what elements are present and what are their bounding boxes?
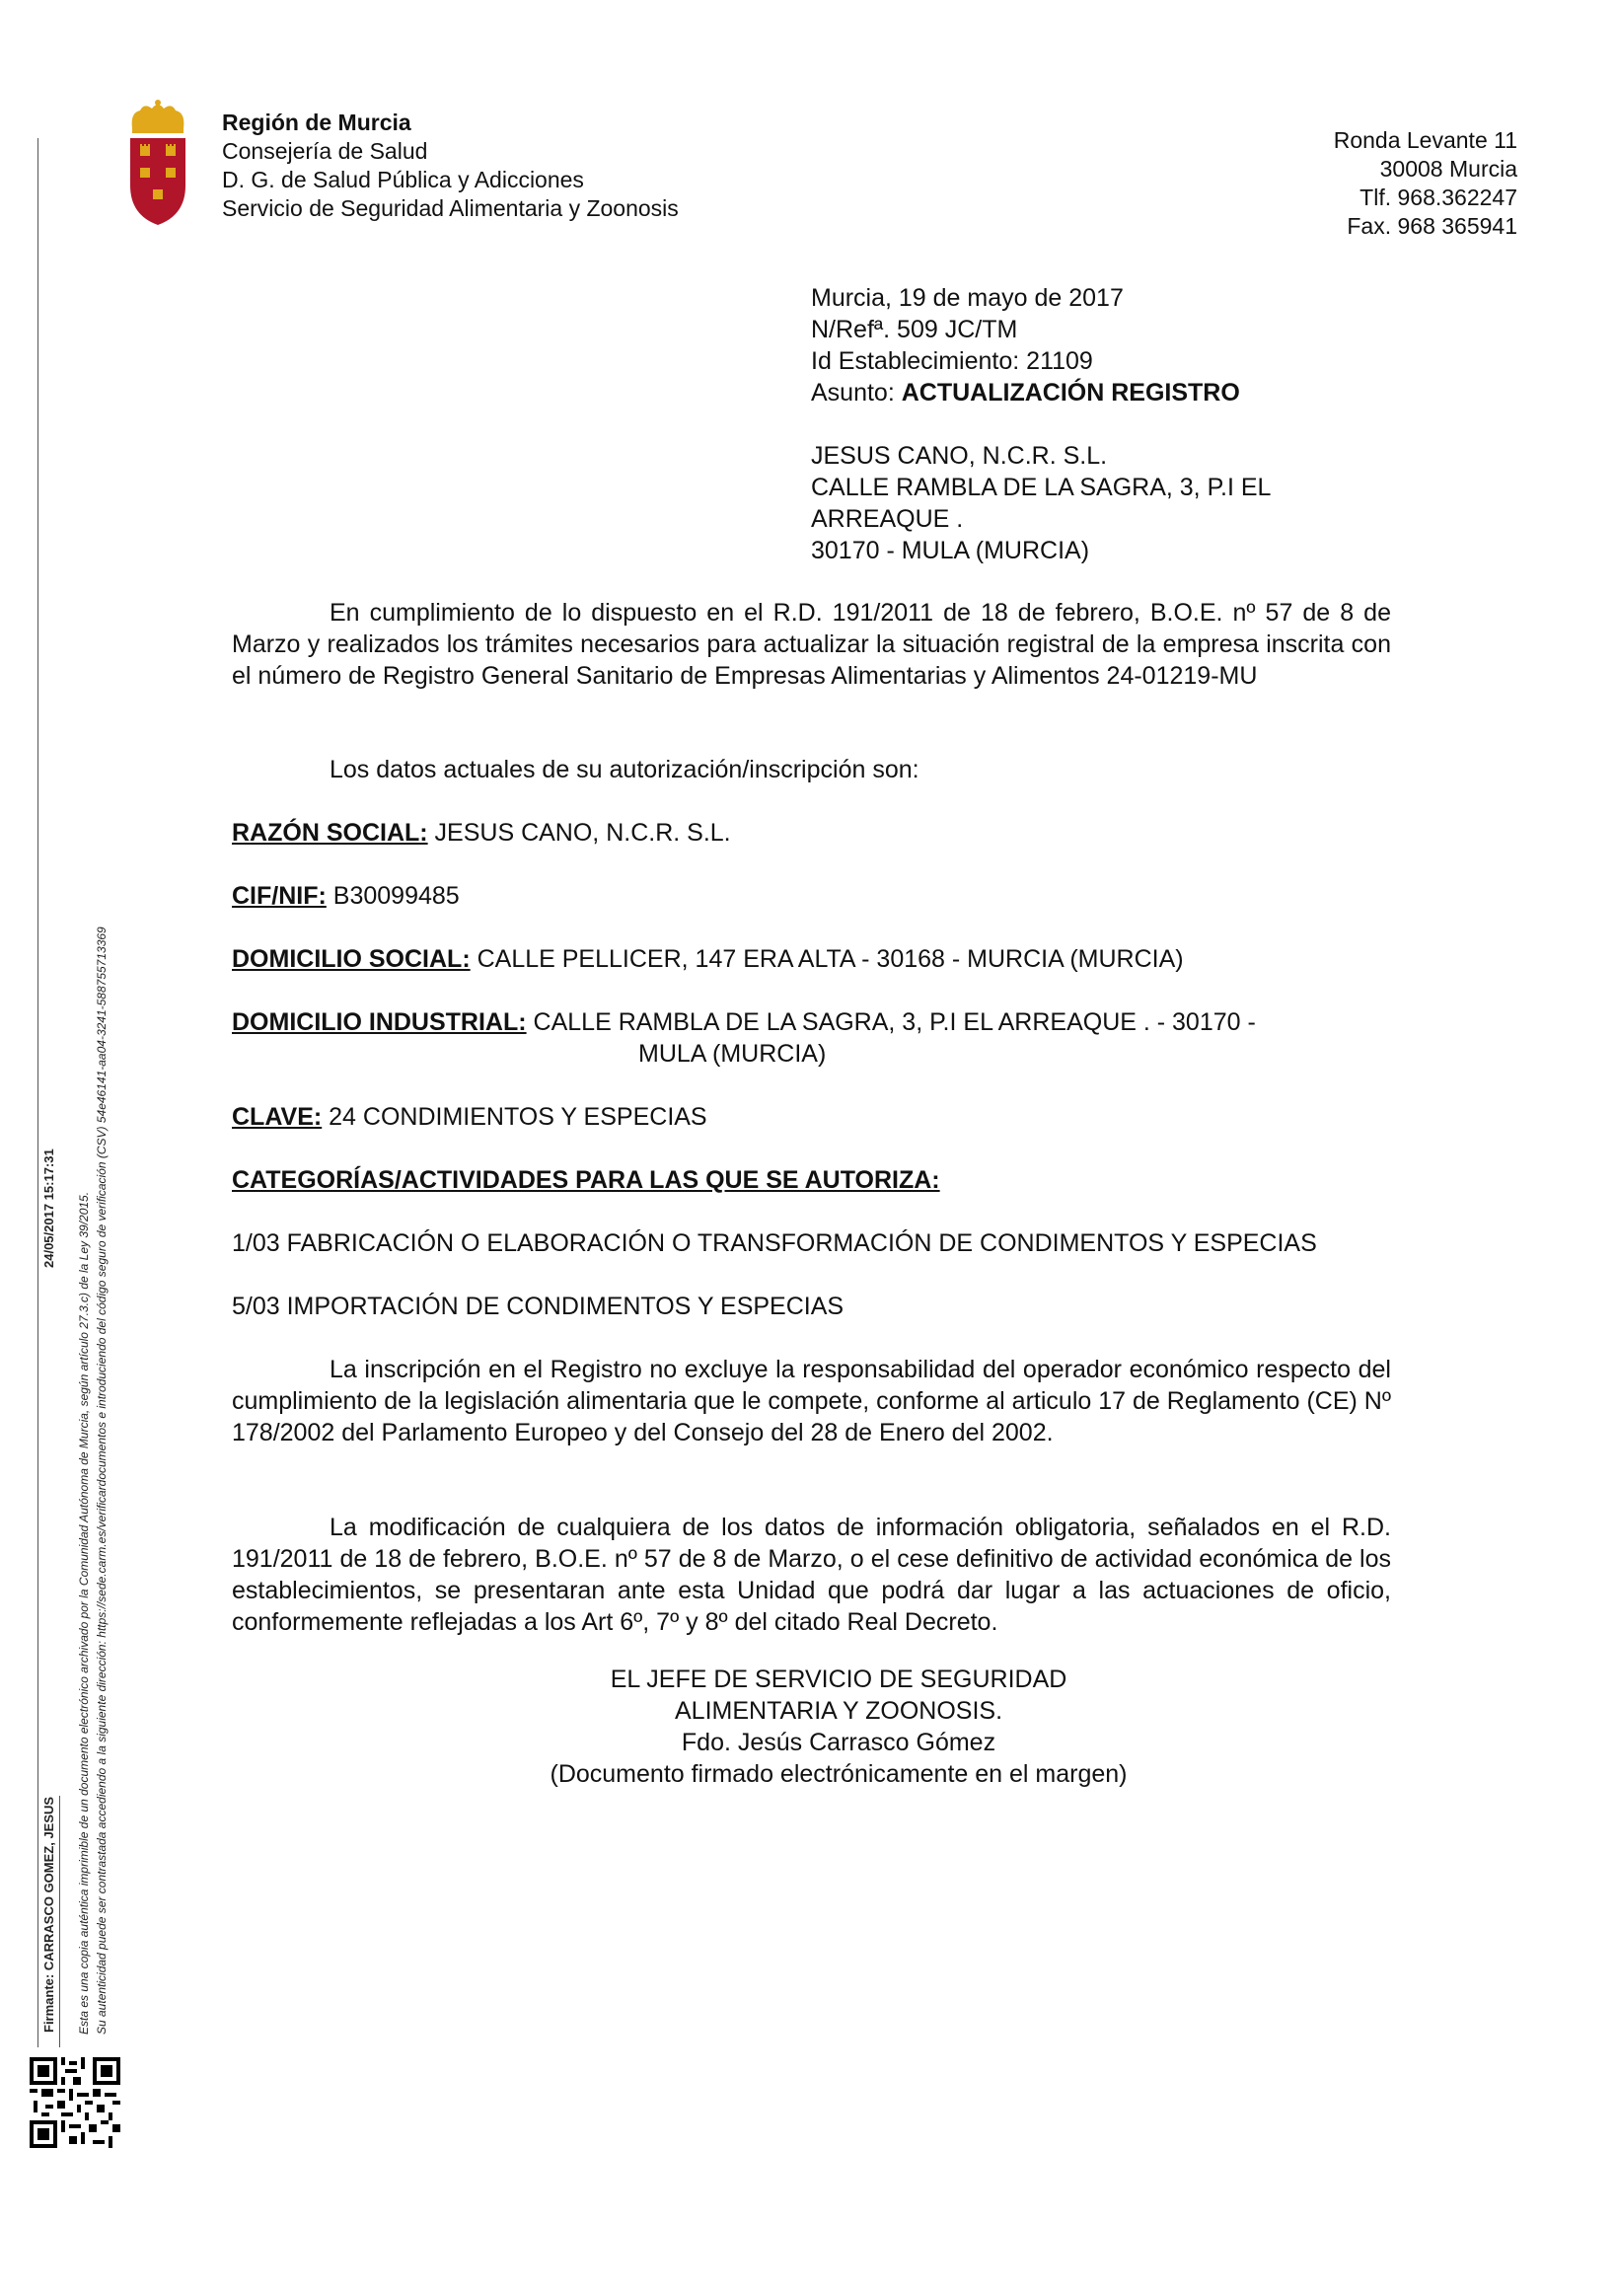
- establishment-id: Id Establecimiento: 21109: [811, 347, 1093, 375]
- domicilio-social-row: [232, 943, 1391, 975]
- margin-signer: Firmante: CARRASCO GOMEZ, JESUS: [41, 1796, 56, 2033]
- activity-item: 5/03 IMPORTACIÓN DE CONDIMENTOS Y ESPECIAS: [232, 1293, 845, 1320]
- recipient-block: [811, 440, 1363, 566]
- reference-block: [811, 282, 1240, 408]
- margin-legal-line-2: Su autenticidad puede ser contrastada accediendo a la siguiente dirección: https://sede.carm.es/verificardocumentos e introduciendo del código seguro de verificación (CSV) 54e46141-aa04-3241-588755713369: [95, 926, 109, 2035]
- org-line: Consejería de Salud: [222, 138, 428, 164]
- crown: [132, 100, 184, 133]
- razon-social-row: [232, 817, 1391, 849]
- razon-social-value: JESUS CANO, N.C.R. S.L.: [427, 819, 731, 847]
- office-address: [1334, 126, 1517, 241]
- activity-item: 1/03 FABRICACIÓN O ELABORACIÓN O TRANSFORMACIÓN DE CONDIMENTOS Y ESPECIAS: [232, 1229, 1317, 1257]
- signature-line: ALIMENTARIA Y ZOONOSIS.: [674, 1697, 1003, 1725]
- domicilio-industrial-label: DOMICILIO INDUSTRIAL:: [232, 1008, 527, 1036]
- address-line: Ronda Levante 11: [1333, 127, 1517, 153]
- region-murcia-crest-icon: [126, 99, 189, 227]
- margin-timestamp: 24/05/2017 15:17:31: [41, 1148, 56, 1268]
- margin-legal-line-1: Esta es una copia auténtica imprimible de un documento electrónico archivado por la Comunidad Autónoma de Murcia, según artículo 27.3.c) de la Ley 39/2015.: [77, 1191, 91, 2035]
- razon-social-label: RAZÓN SOCIAL:: [232, 819, 428, 847]
- subject-label: Asunto:: [811, 379, 895, 407]
- org-header: [222, 109, 679, 223]
- subject-line: [811, 377, 1240, 408]
- domicilio-industrial-value-cont: MULA (MURCIA): [638, 1040, 827, 1068]
- domicilio-industrial-value: CALLE RAMBLA DE LA SAGRA, 3, P.I EL ARREAQUE . - 30170 -: [526, 1008, 1256, 1036]
- reference-number: N/Refª. 509 JC/TM: [811, 316, 1018, 343]
- address-line: 30008 Murcia: [1379, 156, 1517, 182]
- domicilio-industrial-row: [232, 1006, 1391, 1070]
- clave-row: [232, 1101, 1391, 1133]
- signature-line: EL JEFE DE SERVICIO DE SEGURIDAD: [610, 1666, 1067, 1693]
- qr-code-icon: [30, 2057, 120, 2148]
- signature-line: (Documento firmado electrónicamente en el margen): [550, 1760, 1128, 1788]
- org-line: Servicio de Seguridad Alimentaria y Zoonosis: [222, 195, 679, 221]
- cif-label: CIF/NIF:: [232, 882, 327, 910]
- recipient-line: 30170 - MULA (MURCIA): [811, 537, 1090, 564]
- current-data-line: Los datos actuales de su autorización/inscripción son:: [330, 756, 919, 783]
- org-line: D. G. de Salud Pública y Adicciones: [222, 167, 584, 192]
- margin-rule-secondary: [59, 1796, 60, 2047]
- categorias-label: CATEGORÍAS/ACTIVIDADES PARA LAS QUE SE AUTORIZA:: [232, 1166, 940, 1194]
- clave-label: CLAVE:: [232, 1103, 323, 1131]
- subject-value: ACTUALIZACIÓN REGISTRO: [901, 379, 1240, 407]
- recipient-line: CALLE RAMBLA DE LA SAGRA, 3, P.I EL ARREAQUE .: [811, 474, 1271, 533]
- domicilio-social-label: DOMICILIO SOCIAL:: [232, 945, 471, 973]
- org-name: Región de Murcia: [222, 110, 411, 135]
- clave-value: 24 CONDIMIENTOS Y ESPECIAS: [322, 1103, 707, 1131]
- paragraph-modification: La modificación de cualquiera de los datos de información obligatoria, señalados en el R.D. 191/2011 de 18 de febrero, B.O.E. nº 57 de 8 de Marzo, o el cese definitivo de actividad económica de los establecimientos, se presentaran ante esta Unidad que podrá dar lugar a las actuaciones de oficio, conformemente reflejadas a los Art 6º, 7º y 8º del citado Real Decreto.: [232, 1514, 1391, 1636]
- signature-block: [493, 1664, 1184, 1790]
- cif-value: B30099485: [326, 882, 460, 910]
- intro-paragraph: En cumplimiento de lo dispuesto en el R.D. 191/2011 de 18 de febrero, B.O.E. nº 57 de 8 de Marzo y realizados los trámites necesarios para actualizar la situación registral de la empresa inscrita con el número de Registro General Sanitario de Empresas Alimentarias y Alimentos 24-01219-MU: [232, 599, 1391, 690]
- domicilio-social-value: CALLE PELLICER, 147 ERA ALTA - 30168 - MURCIA (MURCIA): [470, 945, 1184, 973]
- signature-line: Fdo. Jesús Carrasco Gómez: [681, 1729, 996, 1756]
- cif-row: [232, 880, 1391, 912]
- paragraph-responsibility: La inscripción en el Registro no excluye la responsabilidad del operador económico respecto del cumplimiento de la legislación alimentaria que le compete, conforme al articulo 17 de Reglamento (CE) Nº 178/2002 del Parlamento Europeo y del Consejo del 28 de Enero del 2002.: [232, 1356, 1391, 1446]
- categorias-row: [232, 1164, 1391, 1196]
- place-date: Murcia, 19 de mayo de 2017: [811, 284, 1124, 312]
- margin-rule: [37, 138, 38, 2047]
- recipient-line: JESUS CANO, N.C.R. S.L.: [811, 442, 1108, 470]
- address-line: Fax. 968 365941: [1347, 213, 1517, 239]
- address-line: Tlf. 968.362247: [1359, 185, 1517, 210]
